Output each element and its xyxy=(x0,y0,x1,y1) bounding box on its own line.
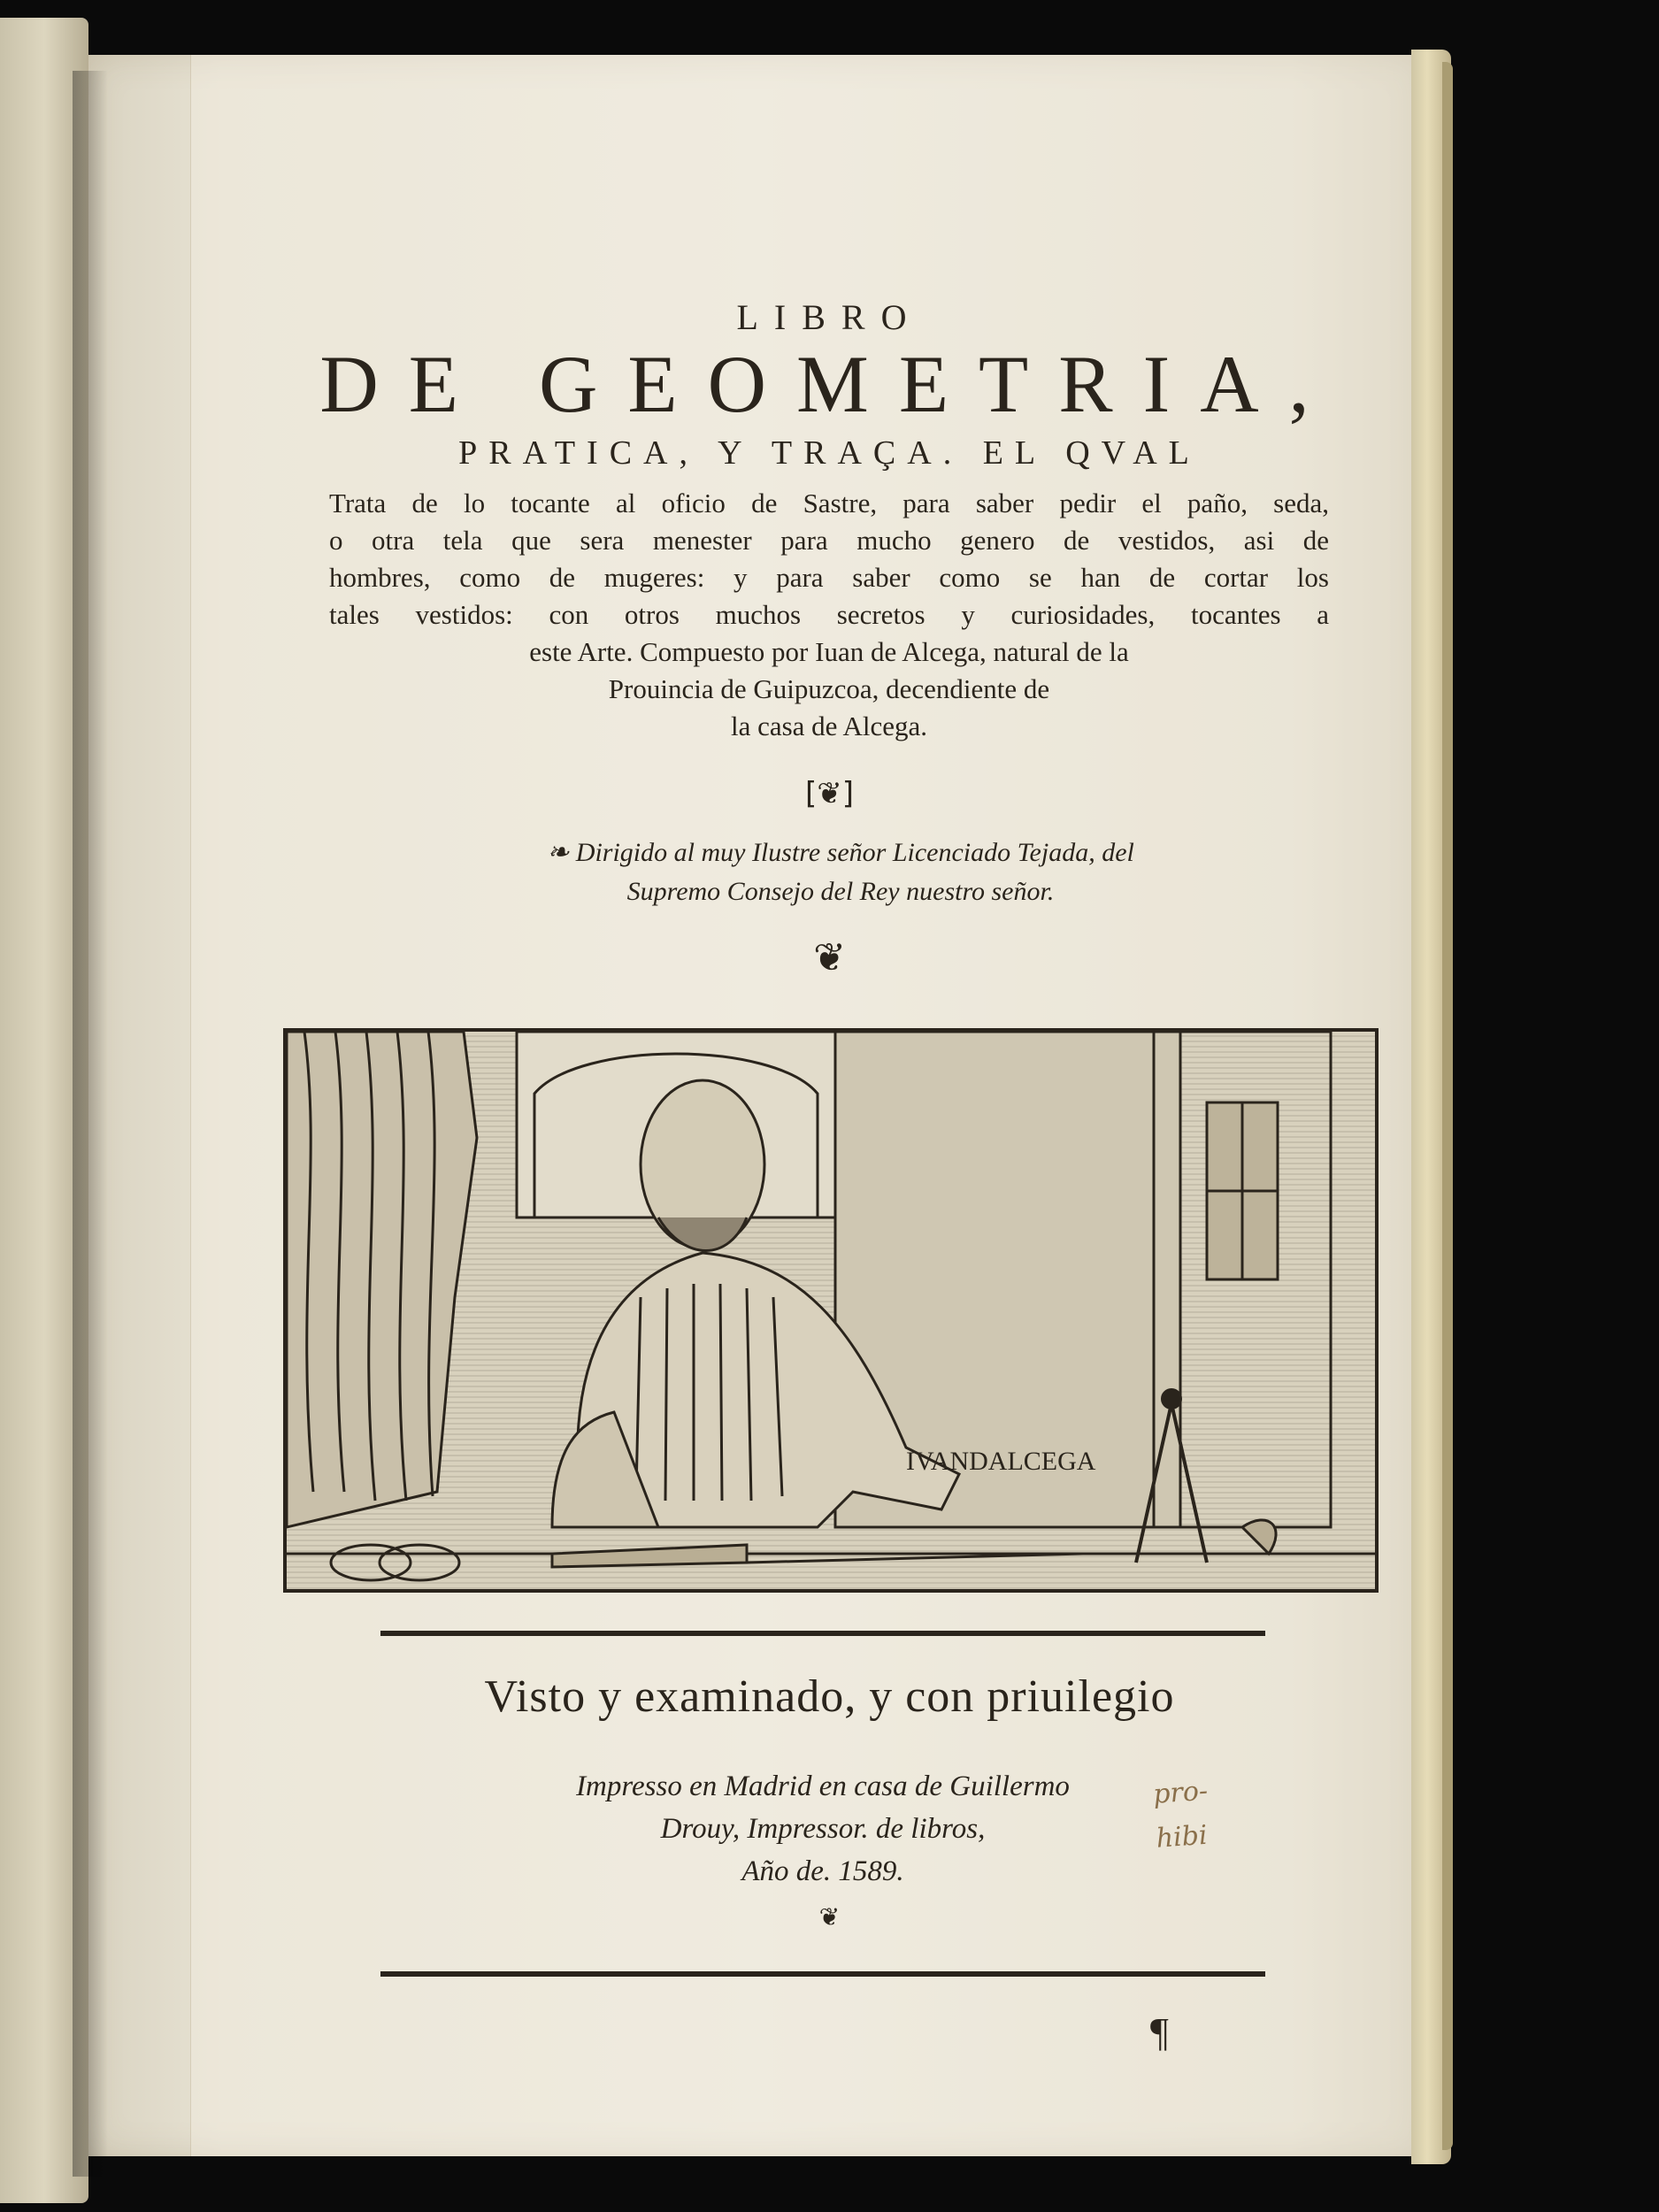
title-pratica: PRATICA, Y TRAÇA. EL QVAL xyxy=(458,434,1201,472)
woodcut-caption: IVANDALCEGA xyxy=(906,1447,1096,1476)
table-tools xyxy=(287,1520,1375,1580)
dedication-line: Supremo Consejo del Rey nuestro señor. xyxy=(626,877,1055,906)
dedication xyxy=(460,833,1221,911)
imprint xyxy=(495,1765,1150,1893)
description-line: tales vestidos: con otros muchos secretos y curiosidades, tocantes a xyxy=(329,599,1329,630)
imprint-line: Año de. 1589. xyxy=(741,1855,904,1887)
description-line: o otra tela que sera menester para mucho genero de vestidos, asi de xyxy=(329,525,1329,556)
privilege-line: Visto y examinado, y con priuilegio xyxy=(484,1671,1175,1722)
margin-note-line: pro- xyxy=(1152,1775,1210,1810)
title-description xyxy=(329,485,1329,745)
woodcut-illustration xyxy=(287,1032,1375,1589)
description-line: Trata de lo tocante al oficio de Sastre, para saber pedir el paño, seda, xyxy=(329,488,1329,518)
description-line: la casa de Alcega. xyxy=(730,710,928,741)
description-line: hombres, como de mugeres: y para saber como se han de cortar los xyxy=(329,562,1329,593)
curtain xyxy=(287,1032,477,1527)
rule-divider xyxy=(380,1631,1265,1636)
rule-divider xyxy=(380,1971,1265,1977)
description-line: este Arte. Compuesto por Iuan de Alcega, natural de la xyxy=(529,636,1129,667)
description-line: Prouincia de Guipuzcoa, decendiente de xyxy=(608,673,1050,704)
margin-note-line: hibi xyxy=(1155,1819,1209,1855)
small-ornament: ❦ xyxy=(818,1902,841,1932)
handwritten-margin-note xyxy=(1152,1766,1256,1861)
pilcrow-mark: ¶ xyxy=(1150,2009,1169,2055)
bracket-ornament: [❦] xyxy=(804,776,855,811)
fleuron-ornament: ❦ xyxy=(813,935,846,980)
dedication-line: ❧ Dirigido al muy Ilustre señor Licenciado Tejada, del xyxy=(547,838,1134,867)
imprint-line: Impresso en Madrid en casa de Guillermo xyxy=(576,1770,1070,1802)
imprint-line: Drouy, Impressor. de libros, xyxy=(660,1813,986,1845)
title-geometria: DE GEOMETRIA, xyxy=(319,339,1340,429)
woodcut-portrait xyxy=(283,1028,1379,1593)
title-libro: LIBRO xyxy=(736,297,923,337)
